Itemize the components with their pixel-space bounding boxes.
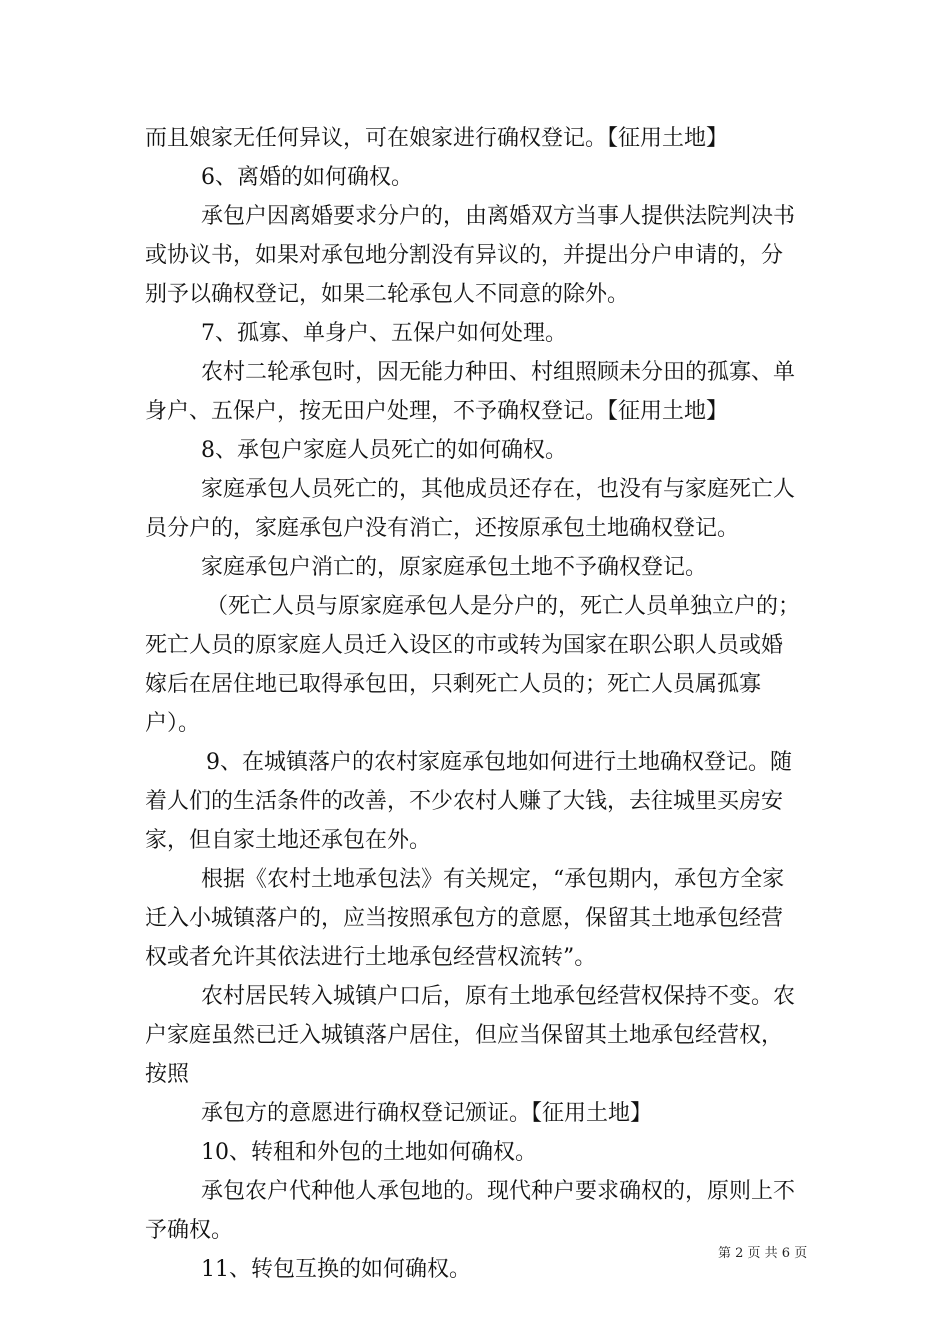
text-line-23: 农村居民转入城镇户口后，原有土地承包经营权保持不变。农 [201, 984, 796, 1009]
text-line-7: 农村二轮承包时，因无能力种田、村组照顾未分田的孤寡、单 [201, 360, 796, 385]
text-line-24: 户家庭虽然已迁入城镇落户居住，但应当保留其土地承包经营权， [145, 1023, 784, 1048]
section-heading-6: 6、离婚的如何确权。 [201, 165, 413, 190]
text-line-4: 或协议书，如果对承包地分割没有异议的，并提出分户申请的，分 [145, 243, 784, 268]
text-line-3: 承包户因离婚要求分户的，由离婚双方当事人提供法院判决书 [201, 204, 796, 229]
text-line-13: （死亡人员与原家庭承包人是分户的，死亡人员单独立户的； [206, 594, 801, 619]
text-line-18: 着人们的生活条件的改善，不少农村人赚了大钱，去往城里买房安 [145, 789, 784, 814]
section-heading-9: 9、在城镇落户的农村家庭承包地如何进行土地确权登记。随 [206, 750, 792, 775]
text-line-14: 死亡人员的原家庭人员迁入设区的市或转为国家在职公职人员或婚 [145, 633, 784, 658]
text-line-1: 而且娘家无任何异议，可在娘家进行确权登记。【征用土地】 [145, 126, 729, 151]
text-line-29: 予确权。 [145, 1218, 234, 1243]
text-line-12: 家庭承包户消亡的，原家庭承包土地不予确权登记。 [201, 555, 708, 580]
page-number-footer: 第 2 页 共 6 页 [718, 1246, 808, 1261]
document-body [145, 119, 810, 1289]
text-line-22: 权或者允许其依法进行土地承包经营权流转”。 [145, 945, 597, 970]
text-line-5: 别予以确权登记，如果二轮承包人不同意的除外。 [145, 282, 630, 307]
section-heading-10: 10、转租和外包的土地如何确权。 [201, 1140, 537, 1165]
section-heading-7: 7、孤寡、单身户、五保户如何处理。 [201, 321, 567, 346]
text-line-15: 嫁后在居住地已取得承包田，只剩死亡人员的；死亡人员属孤寡 [145, 672, 762, 697]
section-heading-8: 8、承包户家庭人员死亡的如何确权。 [201, 438, 567, 463]
text-line-16: 户）。 [145, 711, 201, 736]
text-line-28: 承包农户代种他人承包地的。现代种户要求确权的，原则上不 [201, 1179, 796, 1204]
text-line-21: 迁入小城镇落户的，应当按照承包方的意愿，保留其土地承包经营 [145, 906, 784, 931]
text-line-11: 员分户的，家庭承包户没有消亡，还按原承包土地确权登记。 [145, 516, 740, 541]
section-heading-11: 11、转包互换的如何确权。 [201, 1257, 471, 1282]
text-line-19: 家，但自家土地还承包在外。 [145, 828, 432, 853]
text-line-25: 按照 [145, 1062, 190, 1087]
text-line-26: 承包方的意愿进行确权登记颁证。【征用土地】 [201, 1101, 653, 1126]
text-line-8: 身户、五保户，按无田户处理，不予确权登记。【征用土地】 [145, 399, 729, 424]
text-line-10: 家庭承包人员死亡的，其他成员还存在，也没有与家庭死亡人 [201, 477, 796, 502]
text-line-20: 根据《农村土地承包法》有关规定，“承包期内，承包方全家 [201, 867, 785, 892]
